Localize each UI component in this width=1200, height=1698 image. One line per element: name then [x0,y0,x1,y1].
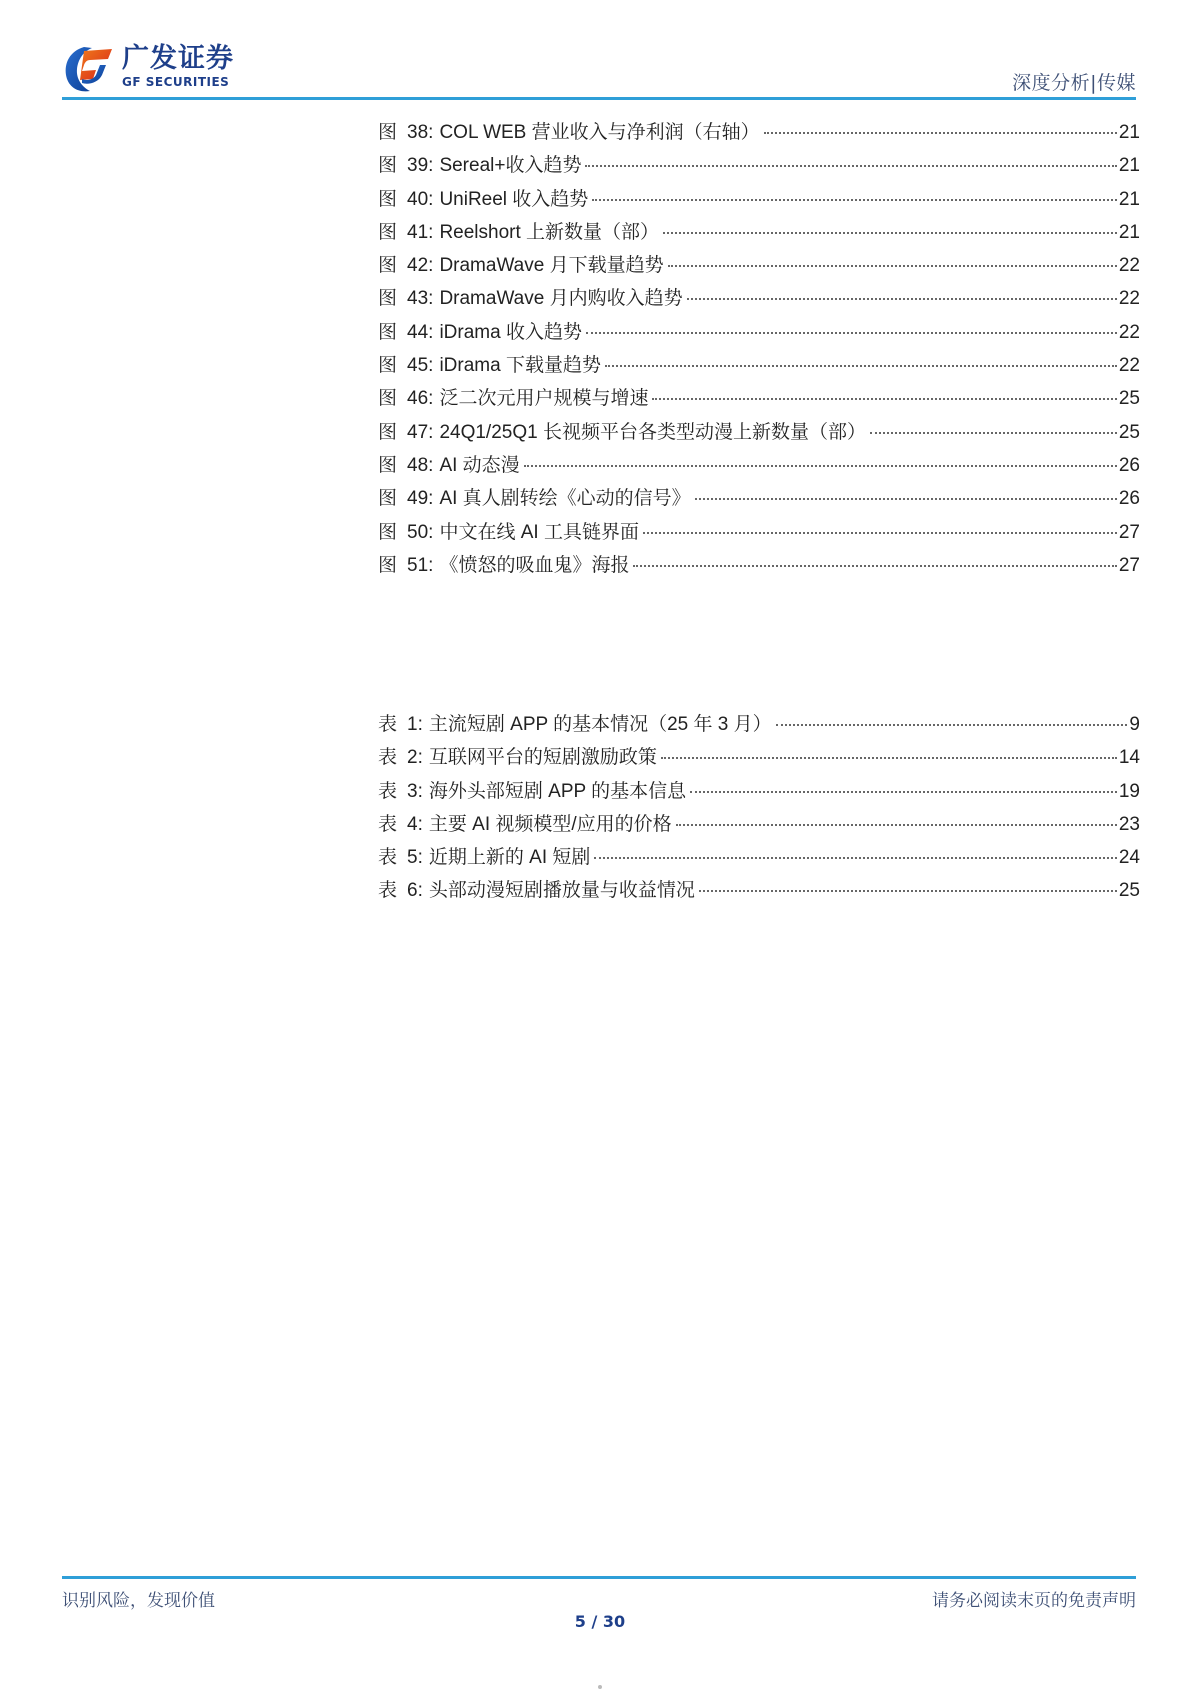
entry-number: 41: [407,221,434,243]
report-category: 深度分析|传媒 [1012,72,1136,94]
entry-page-number: 21 [1118,221,1140,243]
entry-page-number: 27 [1118,554,1140,576]
dot-leader [594,857,1116,859]
entry-prefix: 图 [378,154,398,177]
entry-title: COL WEB 营业收入与净利润（右轴） [439,122,760,143]
entry-prefix: 图 [378,187,398,210]
dot-leader [699,890,1117,892]
toc-entry-figure[interactable] [378,117,1140,150]
entry-number: 38: [407,122,434,143]
entry-title: Reelshort 上新数量（部） [439,221,660,243]
entry-page-number: 26 [1118,454,1140,476]
entry-prefix: 表 [378,713,398,735]
entry-number: 46: [407,388,434,410]
gf-securities-logo [62,43,234,95]
entry-page-number: 23 [1118,813,1140,835]
dot-leader [633,565,1116,567]
toc-entry-figure[interactable] [378,184,1140,217]
dot-leader [676,824,1117,826]
dot-leader [586,332,1117,334]
entry-title: 《愤怒的吸血鬼》海报 [439,554,630,576]
entry-number: 49: [407,488,434,510]
entry-prefix: 表 [378,879,398,902]
entry-page-number: 25 [1118,388,1140,410]
entry-page-number: 19 [1118,780,1140,802]
dot-leader [643,532,1117,534]
entry-page-number: 25 [1118,880,1140,902]
entry-title: 24Q1/25Q1 长视频平台各类型动漫上新数量（部） [439,421,866,443]
footer-disclaimer-link: 请务必阅读末页的免责声明 [932,1591,1136,1611]
entry-title: UniReel 收入趋势 [439,188,589,210]
toc-entry-figure[interactable] [378,150,1140,183]
entry-title: 主流短剧 APP 的基本情况（25 年 3 月） [428,714,772,735]
footer-slogan: 识别风险，发现价值 [62,1591,215,1611]
toc-entry-figure[interactable] [378,383,1140,416]
toc-entry-figure[interactable] [378,250,1140,283]
entry-title: 海外头部短剧 APP 的基本信息 [428,780,687,802]
entry-page-number: 22 [1118,288,1140,310]
entry-title: Sereal+收入趋势 [439,155,582,177]
entry-page-number: 21 [1118,188,1140,210]
entry-number: 1: [407,714,423,735]
page-header [62,40,1136,100]
entry-page-number: 21 [1118,155,1140,177]
dot-leader [690,791,1117,793]
toc-entry-table[interactable] [378,742,1140,775]
dot-leader [652,398,1116,400]
toc-entry-table[interactable] [378,709,1140,742]
toc-entry-figure[interactable] [378,317,1140,350]
entry-number: 50: [407,521,434,543]
dot-leader [605,365,1117,367]
entry-number: 51: [407,554,434,576]
entry-title: 泛二次元用户规模与增速 [439,388,649,410]
entry-number: 48: [407,454,434,476]
entry-page-number: 25 [1118,421,1140,443]
footer-divider [62,1576,1136,1579]
entry-prefix: 图 [378,487,398,510]
scroll-indicator [598,1685,602,1689]
entry-page-number: 22 [1118,321,1140,343]
entry-title: iDrama 收入趋势 [439,321,582,343]
entry-number: 4: [407,813,423,835]
dot-leader [592,199,1117,201]
figures-list [378,117,1140,583]
entry-number: 47: [407,421,434,443]
entry-prefix: 图 [378,553,398,576]
toc-entry-table[interactable] [378,809,1140,842]
entry-prefix: 表 [378,779,398,802]
dot-leader [776,724,1128,726]
entry-prefix: 表 [378,812,398,835]
entry-prefix: 图 [378,520,398,543]
entry-title: 头部动漫短剧播放量与收益情况 [428,880,695,902]
entry-title: DramaWave 月内购收入趋势 [439,288,683,310]
entry-prefix: 图 [378,220,398,243]
entry-page-number: 22 [1118,355,1140,377]
toc-entry-table[interactable] [378,776,1140,809]
entry-number: 45: [407,355,434,377]
entry-prefix: 图 [378,121,398,143]
entry-number: 40: [407,188,434,210]
entry-title: 近期上新的 AI 短剧 [428,847,591,869]
toc-entry-figure[interactable] [378,283,1140,316]
toc-entry-figure[interactable] [378,450,1140,483]
toc-entry-figure[interactable] [378,417,1140,450]
entry-number: 44: [407,321,434,343]
dot-leader [663,232,1117,234]
entry-title: 主要 AI 视频模型/应用的价格 [428,813,672,835]
entry-number: 42: [407,255,434,277]
entry-title: AI 动态漫 [439,454,520,476]
entry-title: 中文在线 AI 工具链界面 [439,521,639,543]
entry-prefix: 图 [378,420,398,443]
tables-list [378,709,1140,909]
entry-title: iDrama 下载量趋势 [439,355,601,377]
entry-page-number: 21 [1118,122,1140,143]
gf-logo-icon [62,43,114,95]
entry-title: DramaWave 月下载量趋势 [439,255,664,277]
dot-leader [870,432,1117,434]
entry-prefix: 图 [378,387,398,410]
entry-page-number: 26 [1118,488,1140,510]
dot-leader [764,132,1117,134]
entry-number: 2: [407,747,423,769]
entry-prefix: 图 [378,254,398,277]
entry-number: 39: [407,155,434,177]
entry-title: 互联网平台的短剧激励政策 [428,747,657,769]
dot-leader [661,757,1117,759]
logo-english-name: GF SECURITIES [122,75,230,89]
entry-prefix: 图 [378,320,398,343]
entry-page-number: 22 [1118,255,1140,277]
entry-prefix: 图 [378,287,398,310]
toc-entry-table[interactable] [378,875,1140,908]
toc-entry-figure[interactable] [378,217,1140,250]
entry-number: 5: [407,847,423,869]
entry-page-number: 24 [1118,847,1140,869]
entry-number: 6: [407,880,423,902]
dot-leader [695,498,1117,500]
entry-number: 43: [407,288,434,310]
toc-entry-figure[interactable] [378,517,1140,550]
header-divider [62,97,1136,100]
toc-entry-figure[interactable] [378,483,1140,516]
entry-title: AI 真人剧转绘《心动的信号》 [439,488,691,510]
entry-prefix: 表 [378,846,398,869]
entry-page-number: 14 [1118,747,1140,769]
entry-page-number: 27 [1118,521,1140,543]
entry-prefix: 表 [378,746,398,769]
toc-entry-figure[interactable] [378,350,1140,383]
entry-prefix: 图 [378,453,398,476]
page-indicator: 5 / 30 [574,1612,626,1631]
dot-leader [585,165,1116,167]
toc-entry-table[interactable] [378,842,1140,875]
logo-chinese-name: 广发证券 [122,43,234,74]
entry-page-number: 9 [1129,714,1140,735]
dot-leader [687,298,1117,300]
dot-leader [524,465,1117,467]
entry-number: 3: [407,780,423,802]
dot-leader [668,265,1117,267]
toc-entry-figure[interactable] [378,550,1140,583]
entry-prefix: 图 [378,354,398,377]
